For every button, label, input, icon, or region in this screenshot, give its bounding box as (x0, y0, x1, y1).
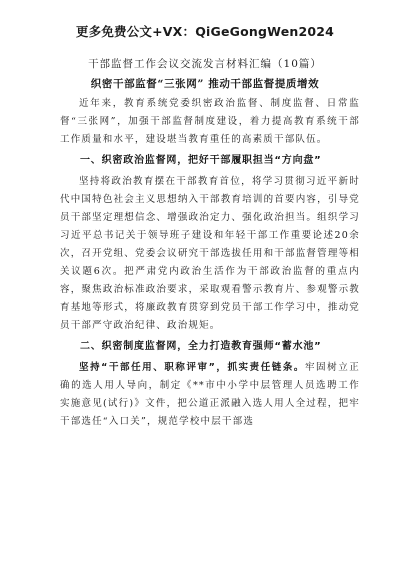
section-2-text: 牢固树立正确的选人用人导向，制定《**市中小学中层管理人员选聘工作实施意见(试行)》文件，把公道正派融入选人用人全过程，把牢干部选任“入口关”，规范学校中层干部选 (60, 362, 360, 427)
document-title: 干部监督工作会议交流发言材料汇编（10篇） (88, 58, 322, 70)
promo-banner: 更多免费公文+VX：QiGeGongWen2024 (75, 24, 335, 39)
intro-paragraph: 近年来，教育系统党委织密政治监督、制度监督、日常监督“三张网”，加强干部监督制度建设，着力提高教育系统干部工作质量和水平，建设堪当教育重任的高素质干部队伍。 (60, 98, 360, 145)
section-1-paragraph: 坚持将政治教育摆在干部教育首位，将学习贯彻习近平新时代中国特色社会主义思想纳入干部教育培训的首要内容，引导党员干部坚定理想信念、增强政治定力、强化政治担当。组织学习习近平总书记关于领导班子建设和年轻干部工作重要论述20余次，召开党组、党委会议研究干部选拔任用和干部监督管理等相关议题6次。把严肃党内政治生活作为干部政治监督的重点内容，聚焦政治标准政治要求，采取观看警示教育片、参观警示教育基地等形式，将廉政教育贯穿到党员干部工作学习中，推动党员干部严守政治纪律、政治规矩。 (60, 176, 360, 331)
article-body (60, 95, 360, 431)
section-2-paragraph (60, 359, 360, 431)
section-2-lead: 坚持“干部任用、职称评审”，抓实责任链条。 (79, 362, 305, 373)
section-2-heading: 二、织密制度监督网，全力打造教育强师“蓄水池” (80, 341, 322, 352)
section-1-heading: 一、织密政治监督网，把好干部履职担当“方向盘” (80, 155, 322, 166)
article-subtitle: 织密干部监督“三张网” 推动干部监督提质增效 (90, 78, 320, 90)
